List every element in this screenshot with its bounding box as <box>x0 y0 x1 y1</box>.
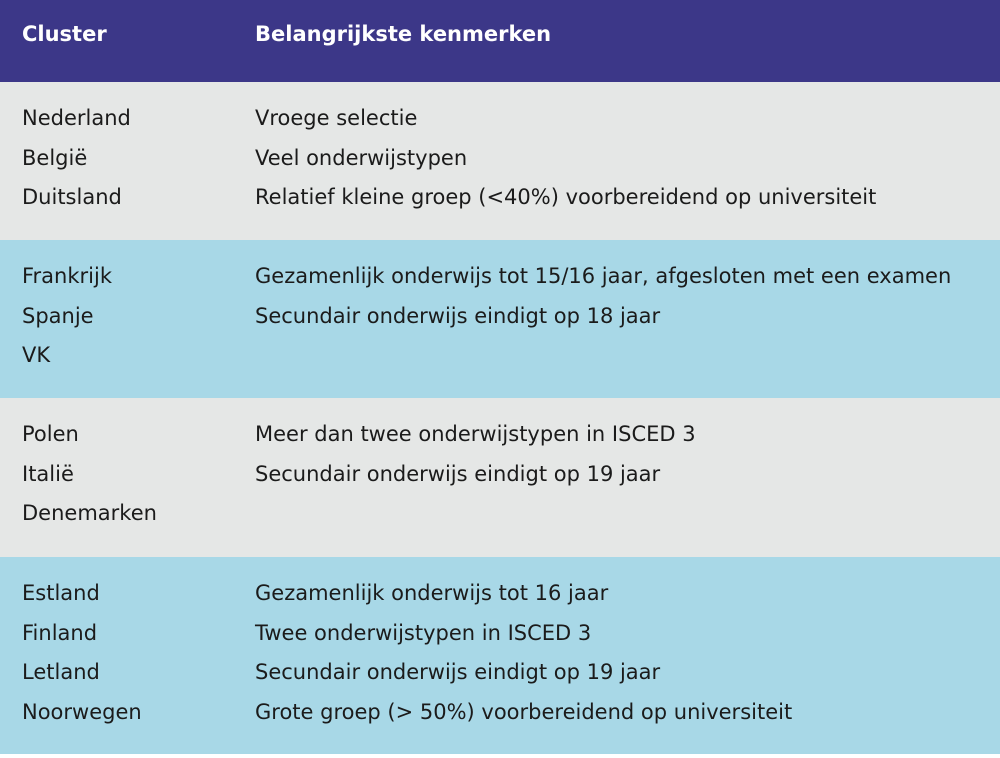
feature-text: Secundair onderwijs eindigt op 19 jaar <box>255 461 661 486</box>
features-cell <box>255 574 792 732</box>
features-cell <box>255 415 696 494</box>
table-row <box>0 240 1000 398</box>
header-cluster: Cluster <box>22 22 107 46</box>
country-name: Noorwegen <box>22 699 142 724</box>
table-row <box>0 82 1000 240</box>
table-row <box>0 557 1000 754</box>
feature-text: Gezamenlijk onderwijs tot 15/16 jaar, afgesloten met een examen <box>255 264 952 288</box>
table-header <box>0 0 1000 82</box>
countries-cell <box>22 415 157 534</box>
feature-text: Meer dan twee onderwijstypen in ISCED 3 <box>255 422 696 446</box>
feature-text: Veel onderwijstypen <box>255 145 468 170</box>
country-name: Duitsland <box>22 185 122 209</box>
feature-text: Relatief kleine groep (<40%) voorbereidend op universiteit <box>255 185 877 209</box>
feature-text: Vroege selectie <box>255 106 418 130</box>
feature-text: Secundair onderwijs eindigt op 18 jaar <box>255 303 661 328</box>
country-name: Estland <box>22 581 100 605</box>
feature-text: Gezamenlijk onderwijs tot 16 jaar <box>255 581 609 605</box>
features-cell <box>255 99 876 218</box>
country-name: Finland <box>22 620 98 645</box>
table-row <box>0 398 1000 557</box>
countries-cell <box>22 99 131 218</box>
country-name: Italië <box>22 461 74 486</box>
feature-text: Grote groep (> 50%) voorbereidend op universiteit <box>255 699 793 724</box>
countries-cell <box>22 257 112 376</box>
country-name: België <box>22 145 88 170</box>
country-name: Nederland <box>22 106 131 130</box>
country-name: Frankrijk <box>22 264 112 288</box>
country-name: Polen <box>22 422 79 446</box>
features-cell <box>255 257 951 336</box>
country-name: VK <box>22 343 51 367</box>
country-name: Spanje <box>22 303 94 328</box>
feature-text: Secundair onderwijs eindigt op 19 jaar <box>255 660 661 684</box>
header-kenmerken: Belangrijkste kenmerken <box>255 22 552 46</box>
country-name: Letland <box>22 660 100 684</box>
country-name: Denemarken <box>22 501 157 525</box>
countries-cell <box>22 574 142 732</box>
feature-text: Twee onderwijstypen in ISCED 3 <box>255 620 592 645</box>
